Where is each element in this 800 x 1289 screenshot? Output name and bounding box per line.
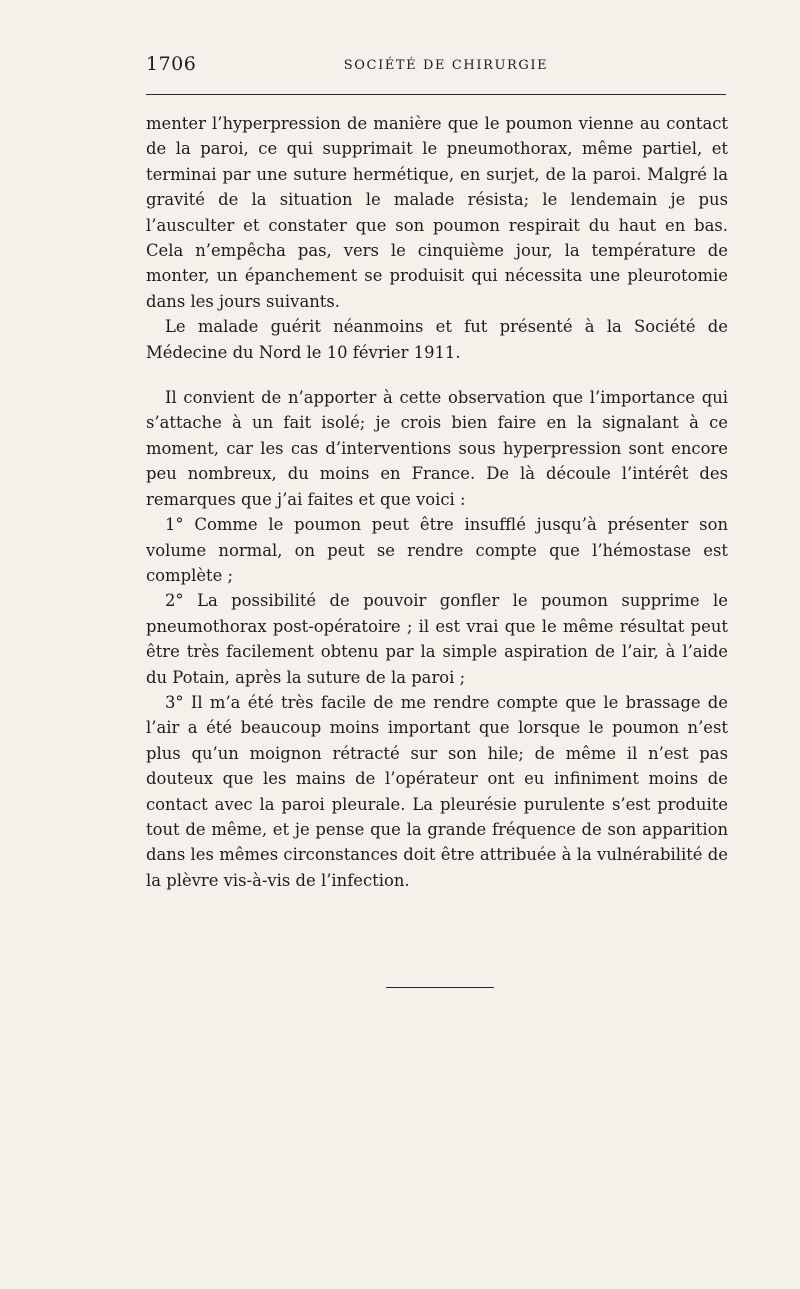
running-title: SOCIÉTÉ DE CHIRURGIE	[343, 58, 549, 73]
paragraph-remark-2: 2° La possibilité de pouvoir gonfler le poumon supprime le pneumothorax post-opératoire ; il est vrai que le même résultat peut être très facilement obtenu par la simple aspiration de l’air, à l’aide du Potain, après la suture de la paroi ;	[146, 591, 728, 687]
page-number: 1706	[146, 53, 197, 75]
paragraph-remarks-intro: Il convient de n’apporter à cette observation que l’importance qui s’attache à un fait isolé; je crois bien faire en la signalant à ce moment, car les cas d’interventions sous hyperpression sont encore peu nombreux, du moins en France. De là découle l’intérêt des remarques que j’ai faites et que voici :	[146, 388, 728, 509]
paragraph-continued: menter l’hyperpression de manière que le poumon vienne au contact de la paroi, ce qui supprimait le pneumothorax, même partiel, et terminai par une suture hermétique, en surjet, de la paroi. Malgré la gravité de la situation le malade résista; le lendemain je pus l’ausculter et constater que son poumon respirait du haut en bas. Cela n’empêcha pas, vers le cinquième jour, la température de monter, un épanchement se produisit qui nécessita une pleurotomie dans les jours suivants.	[146, 114, 728, 311]
paragraph-remark-3: 3° Il m’a été très facile de me rendre compte que le brassage de l’air a été beaucoup moins important que lorsque le poumon n’est plus qu’un moignon rétracté sur son hile; de même il n’est pas douteux que les mains de l’opérateur ont eu infiniment moins de contact avec la paroi pleurale. La pleurésie purulente s’est produite tout de même, et je pense que la grande fréquence de son apparition dans les mêmes circonstances doit être attribuée à la vulnérabilité de la plèvre vis-à-vis de l’infection.	[146, 692, 728, 890]
body-text	[146, 111, 728, 893]
section-end-rule	[386, 987, 494, 988]
running-head	[146, 53, 726, 81]
paragraph-outcome: Le malade guérit néanmoins et fut présenté à la Société de Médecine du Nord le 10 février 1911.	[146, 317, 728, 362]
header-rule	[146, 94, 726, 95]
paragraph-remark-1: 1° Comme le poumon peut être insufflé jusqu’à présenter son volume normal, on peut se rendre compte que l’hémostase est complète ;	[146, 515, 728, 585]
